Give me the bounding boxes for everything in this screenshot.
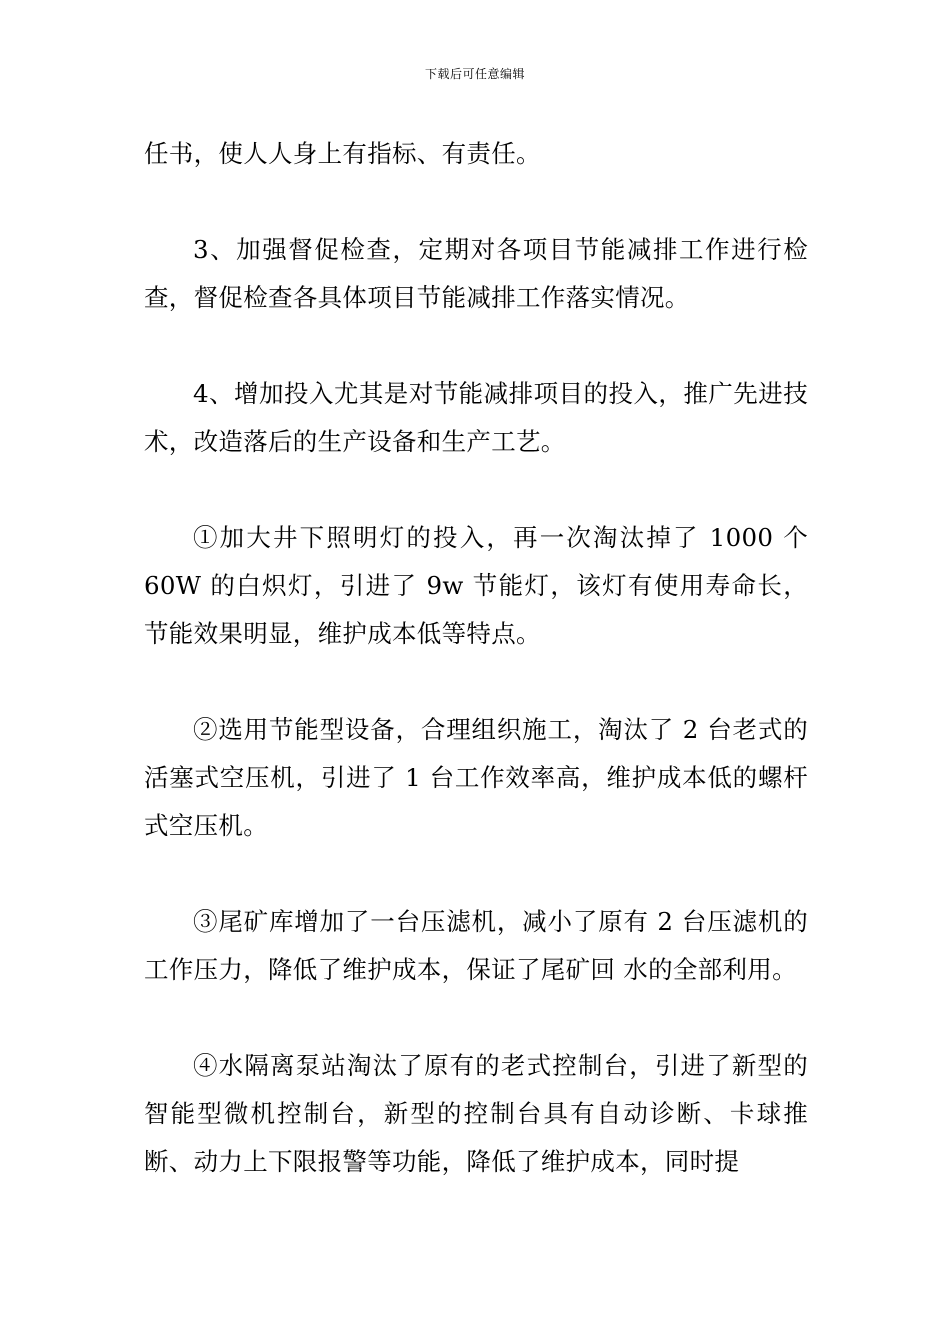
paragraph-subitem-1: ①加大井下照明灯的投入，再一次淘汰掉了 1000 个 60W 的白炽灯，引进了 9w 节能灯，该灯有使用寿命长，节能效果明显，维护成本低等特点。 bbox=[144, 523, 808, 648]
page-header: 下载后可任意编辑 bbox=[424, 67, 525, 81]
paragraph-subitem-3: ③尾矿库增加了一台压滤机，减小了原有 2 台压滤机的工作压力，降低了维护成本，保证了尾矿回 水的全部利用。 bbox=[144, 907, 808, 984]
paragraph-item-4: 4、增加投入尤其是对节能减排项目的投入，推广先进技术，改造落后的生产设备和生产工艺。 bbox=[144, 379, 808, 456]
paragraph-continuation: 任书，使人人身上有指标、有责任。 bbox=[144, 139, 541, 168]
paragraph-subitem-2: ②选用节能型设备，合理组织施工，淘汰了 2 台老式的活塞式空压机，引进了 1 台工作效率高，维护成本低的螺杆式空压机。 bbox=[144, 715, 808, 840]
document-body bbox=[144, 130, 808, 1234]
paragraph-item-3: 3、加强督促检查，定期对各项目节能减排工作进行检查，督促检查各具体项目节能减排工作落实情况。 bbox=[144, 235, 808, 312]
paragraph-subitem-4: ④水隔离泵站淘汰了原有的老式控制台，引进了新型的智能型微机控制台，新型的控制台具有自动诊断、卡球推断、动力上下限报警等功能，降低了维护成本，同时提 bbox=[144, 1051, 808, 1176]
